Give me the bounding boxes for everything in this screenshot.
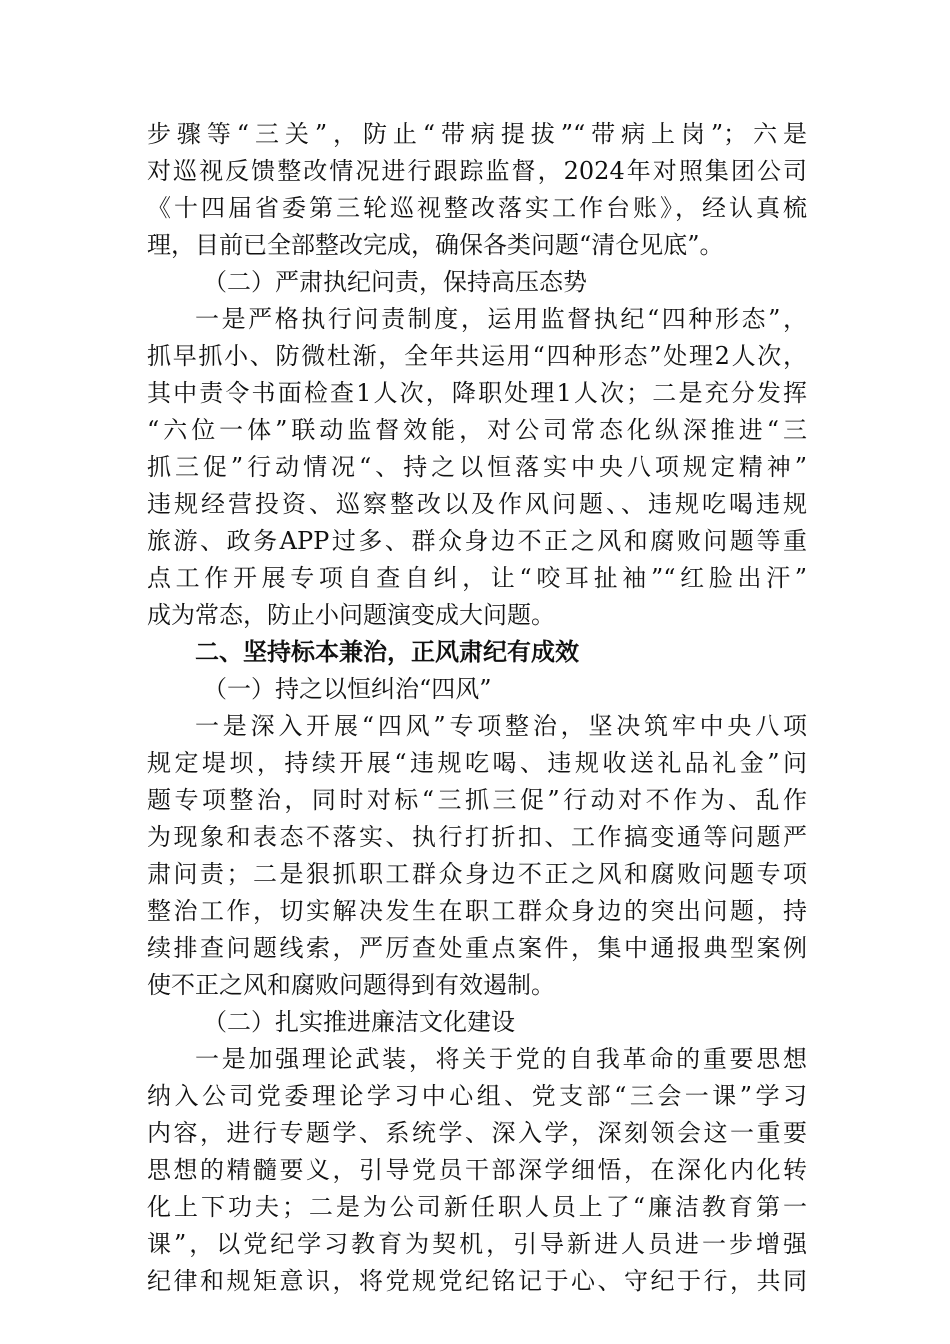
paragraph-line: 思想的精髓要义，引导党员干部深学细悟，在深化内化转 bbox=[147, 1156, 807, 1184]
paragraph-line: 《十四届省委第三轮巡视整改落实工作台账》，经认真梳 bbox=[147, 194, 807, 222]
section-heading: （一）持之以恒纠治“四风” bbox=[203, 675, 492, 703]
paragraph-line: 续排查问题线索，严厉查处重点案件，集中通报典型案例 bbox=[147, 934, 807, 962]
paragraph-line: 纳入公司党委理论学习中心组、党支部“三会一课”学习 bbox=[147, 1082, 807, 1110]
paragraph-line: 一是加强理论武装，将关于党的自我革命的重要思想 bbox=[195, 1045, 807, 1073]
paragraph-line: 旅游、政务APP过多、群众身边不正之风和腐败问题等重 bbox=[147, 527, 807, 555]
paragraph-line: 成为常态，防止小问题演变成大问题。 bbox=[147, 601, 555, 629]
paragraph-line: 一是深入开展“四风”专项整治，坚决筑牢中央八项 bbox=[195, 712, 807, 740]
paragraph-line: 课”，以党纪学习教育为契机，引导新进人员进一步增强 bbox=[147, 1230, 807, 1258]
paragraph-line: 点工作开展专项自查自纠，让“咬耳扯袖”“红脸出汗” bbox=[147, 564, 807, 592]
paragraph-line: 题专项整治，同时对标“三抓三促”行动对不作为、乱作 bbox=[147, 786, 807, 814]
paragraph-line: 其中责令书面检查1人次，降职处理1人次；二是充分发挥 bbox=[147, 379, 807, 407]
paragraph-line: 使不正之风和腐败问题得到有效遏制。 bbox=[147, 971, 555, 999]
paragraph-line: 对巡视反馈整改情况进行跟踪监督，2024年对照集团公司 bbox=[147, 157, 807, 185]
paragraph-line: 纪律和规矩意识，将党规党纪铭记于心、守纪于行，共同 bbox=[147, 1267, 807, 1295]
paragraph-line: 步骤等“三关”，防止“带病提拔”“带病上岗”；六是 bbox=[147, 120, 807, 148]
paragraph-line: 违规经营投资、巡察整改以及作风问题、、违规吃喝违规 bbox=[147, 490, 807, 518]
paragraph-line: 化上下功夫；二是为公司新任职人员上了“廉洁教育第一 bbox=[147, 1193, 807, 1221]
paragraph-line: 理，目前已全部整改完成，确保各类问题“清仓见底”。 bbox=[147, 231, 724, 259]
paragraph-line: 内容，进行专题学、系统学、深入学，深刻领会这一重要 bbox=[147, 1119, 807, 1147]
section-heading: （二）扎实推进廉洁文化建设 bbox=[203, 1008, 515, 1036]
paragraph-line: 整治工作，切实解决发生在职工群众身边的突出问题，持 bbox=[147, 897, 807, 925]
paragraph-line: 抓早抓小、防微杜渐，全年共运用“四种形态”处理2人次， bbox=[147, 342, 807, 370]
paragraph-line: 一是严格执行问责制度，运用监督执纪“四种形态”， bbox=[195, 305, 807, 333]
document-page bbox=[147, 116, 807, 1300]
paragraph-line: 肃问责；二是狠抓职工群众身边不正之风和腐败问题专项 bbox=[147, 860, 807, 888]
paragraph-line: 抓三促”行动情况“、持之以恒落实中央八项规定精神” bbox=[147, 453, 807, 481]
paragraph-line: 规定堤坝，持续开展“违规吃喝、违规收送礼品礼金”问 bbox=[147, 749, 807, 777]
section-heading: （二）严肃执纪问责，保持高压态势 bbox=[203, 268, 587, 296]
paragraph-line: “六位一体”联动监督效能，对公司常态化纵深推进“三 bbox=[147, 416, 807, 444]
chapter-heading: 二、坚持标本兼治，正风肃纪有成效 bbox=[195, 638, 579, 666]
paragraph-line: 为现象和表态不落实、执行打折扣、工作搞变通等问题严 bbox=[147, 823, 807, 851]
